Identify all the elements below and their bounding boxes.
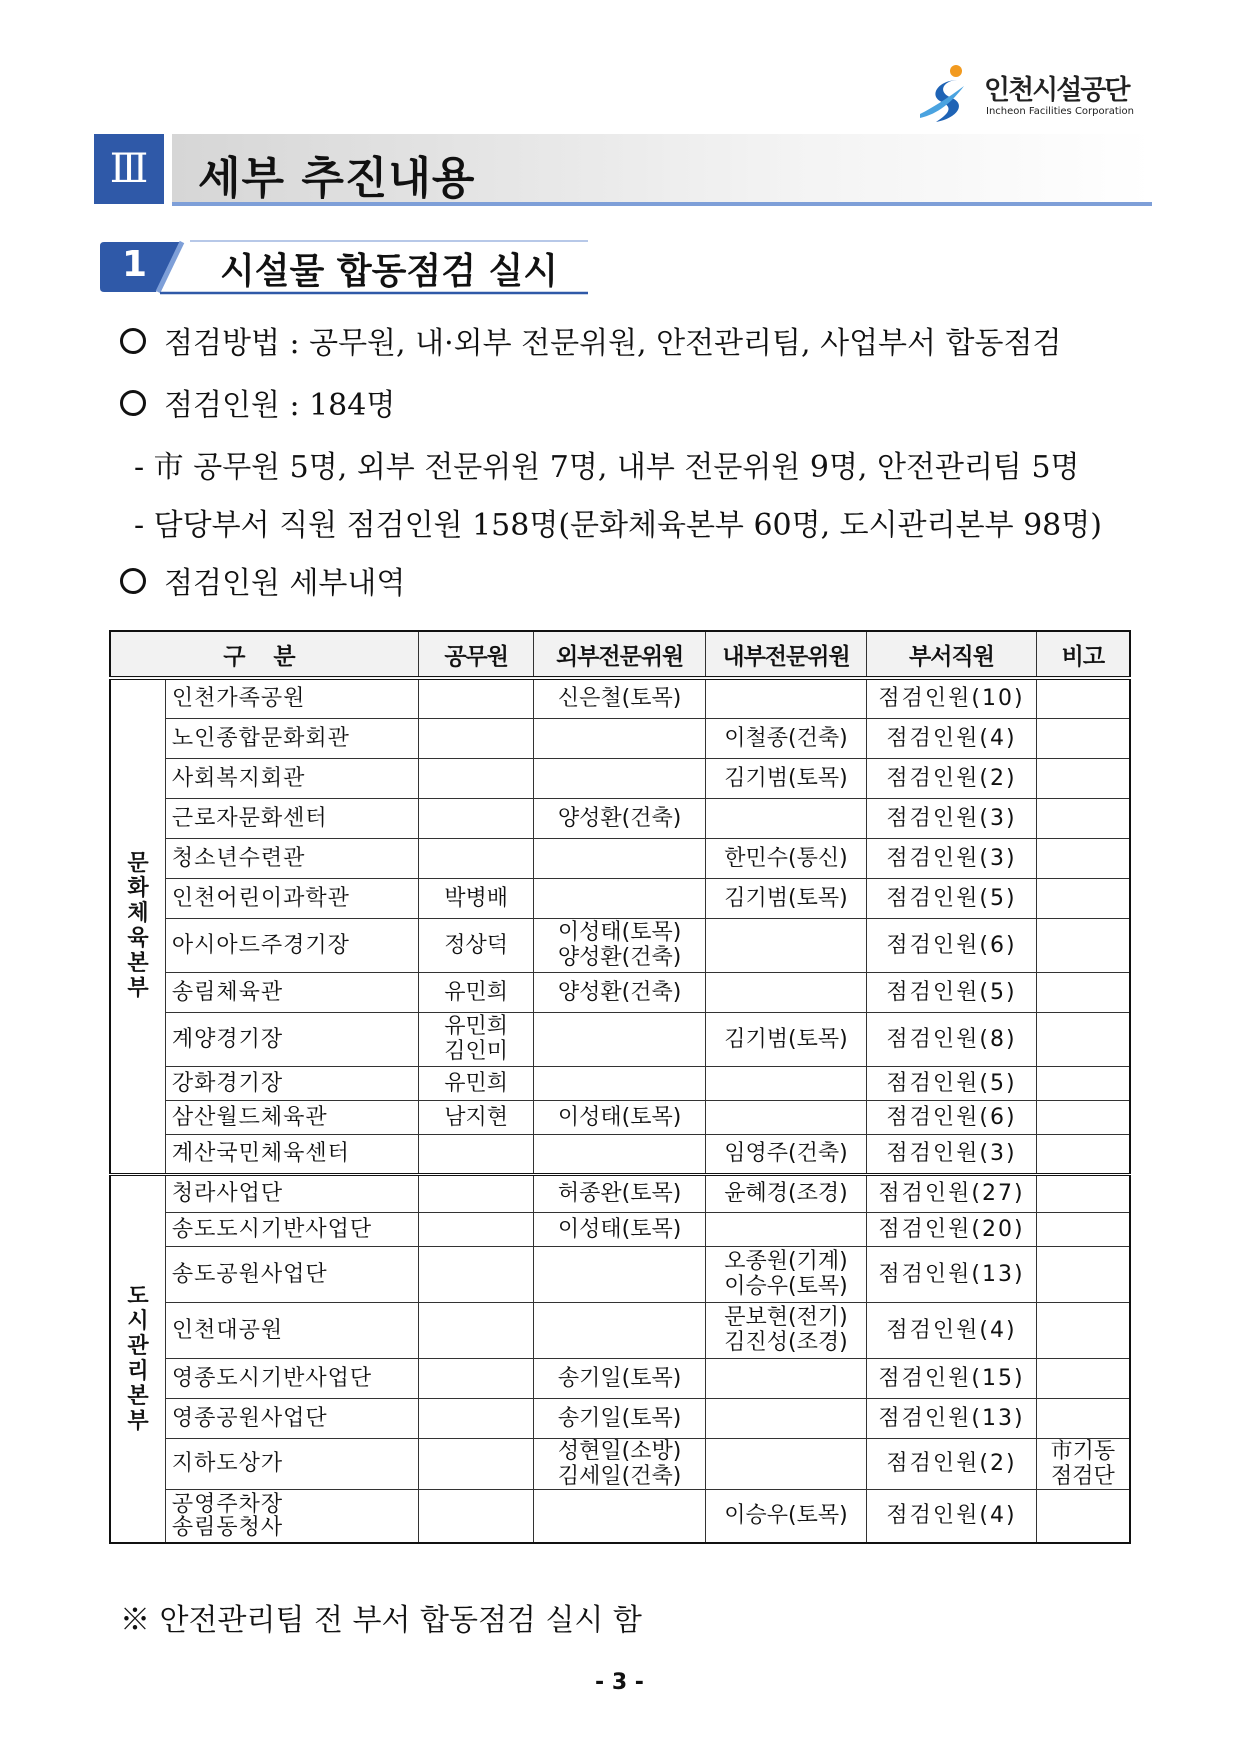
external-expert-cell [534, 1302, 705, 1358]
facility-cell: 사회복지회관 [165, 758, 418, 798]
internal-expert-cell: 윤혜경(조경) [705, 1174, 866, 1212]
official-cell [418, 798, 534, 838]
note-cell [1036, 678, 1130, 718]
internal-expert-cell: 이승우(토목) [705, 1489, 866, 1543]
staff-cell: 점검인원(6) [867, 918, 1037, 972]
official-cell: 유민희 [418, 972, 534, 1012]
note-cell [1036, 1246, 1130, 1302]
internal-expert-cell: 오종원(기계) 이승우(토목) [705, 1246, 866, 1302]
division-label: 도 시 관 리 본 부 [110, 1174, 165, 1543]
table-row [110, 1398, 1130, 1438]
facility-cell: 계산국민체육센터 [165, 1134, 418, 1174]
facility-cell: 송도도시기반사업단 [165, 1212, 418, 1246]
external-expert-cell: 성현일(소방) 김세일(건축) [534, 1438, 705, 1489]
page-number: - 3 - [595, 1670, 644, 1695]
official-cell [418, 1174, 534, 1212]
external-expert-cell [534, 1012, 705, 1066]
official-cell [418, 838, 534, 878]
note-cell [1036, 1212, 1130, 1246]
internal-expert-cell [705, 918, 866, 972]
staff-cell: 점검인원(2) [867, 1438, 1037, 1489]
note-cell [1036, 758, 1130, 798]
division-label: 문 화 체 육 본 부 [110, 678, 165, 1174]
staff-cell: 점검인원(13) [867, 1398, 1037, 1438]
facility-cell: 근로자문화센터 [165, 798, 418, 838]
detail-text: 점검인원 세부내역 [164, 566, 406, 601]
note-cell [1036, 1489, 1130, 1543]
personnel-paragraph [120, 380, 395, 424]
table-row [110, 972, 1130, 1012]
table-body [110, 678, 1130, 1543]
official-cell [418, 1134, 534, 1174]
section-header [94, 134, 1152, 206]
external-expert-cell: 이성태(토목) [534, 1100, 705, 1134]
staff-cell: 점검인원(3) [867, 798, 1037, 838]
table-row [110, 1302, 1130, 1358]
internal-expert-cell [705, 678, 866, 718]
official-cell: 남지현 [418, 1100, 534, 1134]
table-row [110, 838, 1130, 878]
internal-expert-cell: 김기범(토목) [705, 1012, 866, 1066]
note-cell [1036, 1012, 1130, 1066]
header-note: 비고 [1036, 631, 1130, 678]
section-title: 세부 추진내용 [198, 153, 476, 204]
table-row [110, 1489, 1130, 1543]
footnote: ※ 안전관리팀 전 부서 합동점검 실시 함 [120, 1603, 642, 1638]
external-expert-cell: 신은철(토목) [534, 678, 705, 718]
staff-cell: 점검인원(27) [867, 1174, 1037, 1212]
method-text: 점검방법 : 공무원, 내·외부 전문위원, 안전관리팀, 사업부서 합동점검 [164, 326, 1062, 361]
external-expert-cell [534, 1489, 705, 1543]
table-row [110, 718, 1130, 758]
facility-cell: 강화경기장 [165, 1066, 418, 1100]
external-expert-cell [534, 758, 705, 798]
corporation-logo [918, 62, 1148, 128]
internal-expert-cell [705, 1398, 866, 1438]
subsection-title: 시설물 합동점검 실시 [220, 251, 559, 292]
table-row [110, 1134, 1130, 1174]
circle-bullet-icon [120, 390, 146, 416]
note-cell [1036, 798, 1130, 838]
note-cell [1036, 838, 1130, 878]
staff-cell: 점검인원(10) [867, 678, 1037, 718]
table-row [110, 758, 1130, 798]
staff-cell: 점검인원(20) [867, 1212, 1037, 1246]
facility-cell: 청라사업단 [165, 1174, 418, 1212]
facility-cell: 아시아드주경기장 [165, 918, 418, 972]
internal-expert-cell [705, 972, 866, 1012]
official-cell: 유민희 김인미 [418, 1012, 534, 1066]
table-row [110, 798, 1130, 838]
staff-cell: 점검인원(4) [867, 1302, 1037, 1358]
table-row [110, 1246, 1130, 1302]
facility-cell: 청소년수련관 [165, 838, 418, 878]
note-cell: 市기동 점검단 [1036, 1438, 1130, 1489]
facility-cell: 영종공원사업단 [165, 1398, 418, 1438]
facility-cell: 송림체육관 [165, 972, 418, 1012]
table-row [110, 1066, 1130, 1100]
official-cell [418, 718, 534, 758]
staff-cell: 점검인원(5) [867, 1066, 1037, 1100]
table-header-row [110, 631, 1130, 678]
table-row [110, 1012, 1130, 1066]
staff-cell: 점검인원(5) [867, 972, 1037, 1012]
official-cell [418, 1489, 534, 1543]
logo-subtitle: Incheon Facilities Corporation [986, 106, 1135, 117]
external-expert-cell: 허종완(토목) [534, 1174, 705, 1212]
official-cell [418, 1398, 534, 1438]
table-row [110, 1438, 1130, 1489]
facility-cell: 공영주차장 송림동청사 [165, 1489, 418, 1543]
subsection-header [98, 240, 588, 296]
inspection-table [109, 630, 1131, 1544]
internal-expert-cell [705, 798, 866, 838]
method-paragraph [120, 318, 1061, 362]
official-cell: 유민희 [418, 1066, 534, 1100]
external-expert-cell: 송기일(토목) [534, 1358, 705, 1398]
facility-cell: 노인종합문화회관 [165, 718, 418, 758]
facility-cell: 인천어린이과학관 [165, 878, 418, 918]
table-row [110, 1358, 1130, 1398]
facility-cell: 계양경기장 [165, 1012, 418, 1066]
staff-cell: 점검인원(3) [867, 1134, 1037, 1174]
header-official: 공무원 [418, 631, 534, 678]
official-cell [418, 1358, 534, 1398]
internal-expert-cell: 한민수(통신) [705, 838, 866, 878]
facility-cell: 지하도상가 [165, 1438, 418, 1489]
external-expert-cell [534, 1246, 705, 1302]
circle-bullet-icon [120, 568, 146, 594]
note-cell [1036, 918, 1130, 972]
official-cell: 정상덕 [418, 918, 534, 972]
internal-expert-cell: 문보현(전기) 김진성(조경) [705, 1302, 866, 1358]
table-row [110, 918, 1130, 972]
official-cell [418, 1212, 534, 1246]
table-row [110, 1174, 1130, 1212]
external-expert-cell: 양성환(건축) [534, 798, 705, 838]
external-expert-cell: 송기일(토목) [534, 1398, 705, 1438]
staff-cell: 점검인원(3) [867, 838, 1037, 878]
internal-expert-cell [705, 1066, 866, 1100]
external-expert-cell: 이성태(토목) [534, 1212, 705, 1246]
internal-expert-cell: 이철종(건축) [705, 718, 866, 758]
dash-line-1: - 市 공무원 5명, 외부 전문위원 7명, 내부 전문위원 9명, 안전관리팀 5명 [134, 450, 1080, 485]
note-cell [1036, 1398, 1130, 1438]
internal-expert-cell: 김기범(토목) [705, 878, 866, 918]
staff-cell: 점검인원(5) [867, 878, 1037, 918]
logo-mark-icon [918, 62, 984, 126]
external-expert-cell [534, 1134, 705, 1174]
facility-cell: 인천대공원 [165, 1302, 418, 1358]
table-row [110, 1212, 1130, 1246]
external-expert-cell [534, 718, 705, 758]
staff-cell: 점검인원(13) [867, 1246, 1037, 1302]
note-cell [1036, 1100, 1130, 1134]
subsection-number: 1 [122, 244, 148, 285]
staff-cell: 점검인원(4) [867, 718, 1037, 758]
note-cell [1036, 1302, 1130, 1358]
table-row [110, 678, 1130, 718]
internal-expert-cell [705, 1358, 866, 1398]
note-cell [1036, 878, 1130, 918]
header-internal: 내부전문위원 [705, 631, 866, 678]
official-cell: 박병배 [418, 878, 534, 918]
internal-expert-cell [705, 1212, 866, 1246]
note-cell [1036, 1358, 1130, 1398]
table-row [110, 1100, 1130, 1134]
staff-cell: 점검인원(15) [867, 1358, 1037, 1398]
official-cell [418, 678, 534, 718]
staff-cell: 점검인원(8) [867, 1012, 1037, 1066]
external-expert-cell: 이성태(토목) 양성환(건축) [534, 918, 705, 972]
note-cell [1036, 972, 1130, 1012]
external-expert-cell: 양성환(건축) [534, 972, 705, 1012]
external-expert-cell [534, 1066, 705, 1100]
official-cell [418, 1302, 534, 1358]
note-cell [1036, 718, 1130, 758]
official-cell [418, 758, 534, 798]
table-row [110, 878, 1130, 918]
official-cell [418, 1438, 534, 1489]
note-cell [1036, 1066, 1130, 1100]
staff-cell: 점검인원(6) [867, 1100, 1037, 1134]
detail-paragraph [120, 558, 405, 602]
official-cell [418, 1246, 534, 1302]
internal-expert-cell: 임영주(건축) [705, 1134, 866, 1174]
section-number: Ⅲ [94, 134, 164, 204]
external-expert-cell [534, 878, 705, 918]
internal-expert-cell: 김기범(토목) [705, 758, 866, 798]
internal-expert-cell [705, 1438, 866, 1489]
internal-expert-cell [705, 1100, 866, 1134]
staff-cell: 점검인원(2) [867, 758, 1037, 798]
facility-cell: 인천가족공원 [165, 678, 418, 718]
logo-name: 인천시설공단 [984, 75, 1129, 106]
note-cell [1036, 1134, 1130, 1174]
dash-line-2: - 담당부서 직원 점검인원 158명(문화체육본부 60명, 도시관리본부 98명) [134, 508, 1102, 543]
note-cell [1036, 1174, 1130, 1212]
circle-bullet-icon [120, 328, 146, 354]
facility-cell: 삼산월드체육관 [165, 1100, 418, 1134]
header-external: 외부전문위원 [534, 631, 705, 678]
facility-cell: 영종도시기반사업단 [165, 1358, 418, 1398]
header-category: 구 분 [110, 631, 418, 678]
facility-cell: 송도공원사업단 [165, 1246, 418, 1302]
personnel-text: 점검인원 : 184명 [164, 388, 396, 423]
external-expert-cell [534, 838, 705, 878]
staff-cell: 점검인원(4) [867, 1489, 1037, 1543]
header-staff: 부서직원 [867, 631, 1037, 678]
